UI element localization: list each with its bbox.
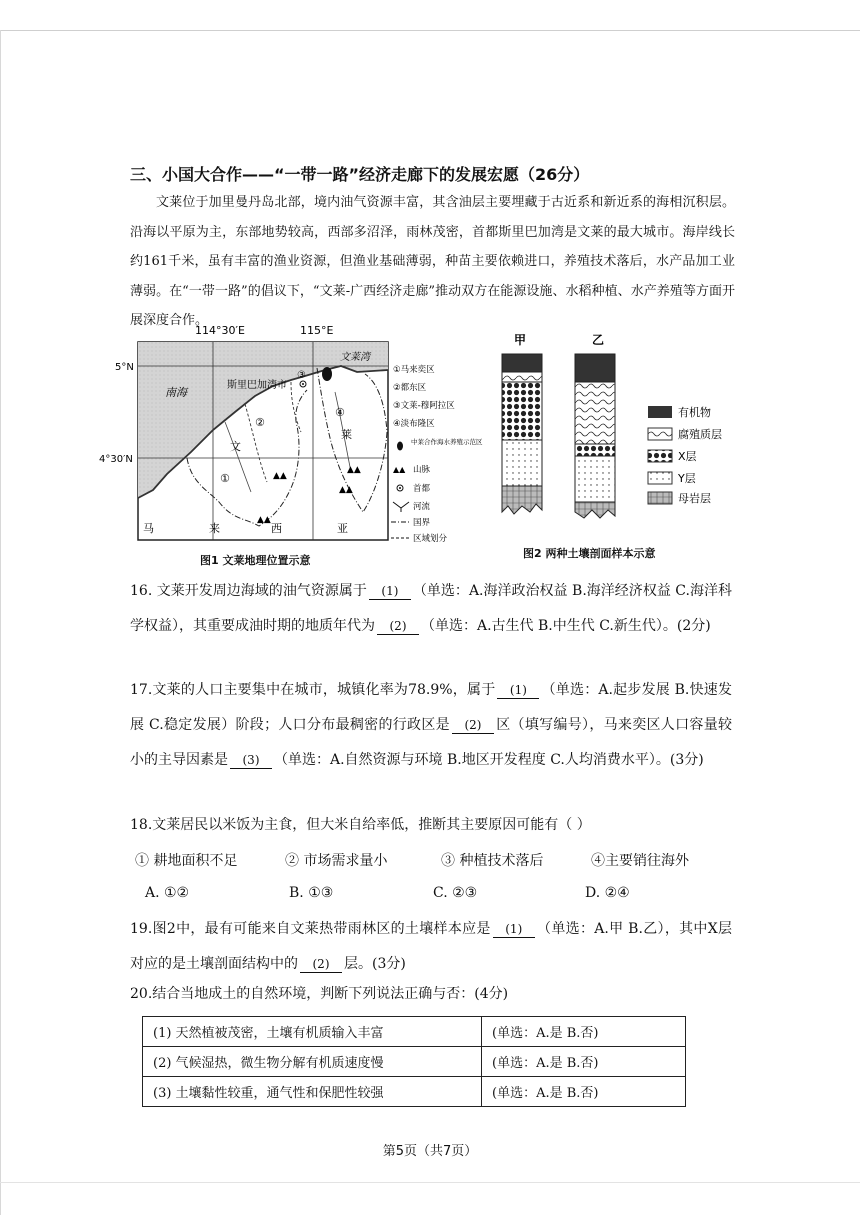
statement-cell: (3) 土壤黏性较重，通气性和保肥性较强 [143, 1077, 482, 1107]
mountain-icon: ▲▲ [273, 471, 287, 481]
yi-organic-layer [575, 354, 615, 382]
legend-district-3: ③文莱-穆阿拉区 [393, 401, 455, 411]
intro-paragraph: 文莱位于加里曼丹岛北部，境内油气资源丰富，其含油层主要埋藏于古近系和新近系的海相沉积层。沿海以平原为主，东部地势较高，西部多沼泽，雨林茂密，首都斯里巴加湾是文莱的最大城市。海岸线长约161千米，虽有丰富的渔业资源，但渔业基础薄弱，种苗主要依赖进口，养殖技术落后，水产品加工业薄弱。在“一带一路”的倡议下，“文莱-广西经济走廊”推动双方在能源设施、水稻种植、水产养殖等方面开展深度合作。 [130, 195, 735, 328]
answer-blank[interactable]: (2) [300, 956, 342, 973]
jia-bedrock-layer [502, 486, 542, 514]
country-char-1: 文 [230, 440, 241, 453]
legend-river-label: 河流 [413, 502, 431, 512]
choice-c[interactable]: C. ②③ [433, 885, 478, 901]
legend-y-label: Y层 [678, 472, 696, 485]
question-18-stem: 18.文莱居民以米饭为主食，但大米自给率低，推断其主要原因可能有（ ） [130, 817, 591, 833]
answer-blank[interactable]: (1) [369, 583, 411, 600]
yi-bedrock-layer [575, 502, 615, 518]
capital-label: 斯里巴加湾市 [227, 380, 287, 391]
soil-profile-diagram [492, 326, 742, 522]
lon-label-2: 115°E [300, 324, 334, 337]
district-mark-2: ② [255, 416, 265, 429]
malaysia-char-4: 亚 [337, 522, 348, 535]
legend-bedrock-label: 母岩层 [678, 492, 711, 505]
jia-y-layer [502, 440, 542, 486]
district-mark-1: ① [220, 472, 230, 485]
answer-blank[interactable]: (1) [493, 921, 535, 938]
profile-label-jia: 甲 [514, 333, 527, 347]
page-bottom-border [0, 1182, 860, 1183]
legend-mountain-icon: ▲▲ [393, 465, 406, 474]
list-item: ② 市场需求量小 [285, 853, 388, 869]
legend-capital-label: 首都 [413, 484, 431, 494]
table-row [143, 1077, 686, 1107]
lat-label-1: 5°N [115, 362, 134, 373]
choice-a[interactable]: A. ①② [145, 885, 190, 901]
malaysia-char-1: 马 [143, 522, 154, 535]
legend-x-swatch [648, 450, 672, 462]
district-mark-4: ④ [335, 406, 345, 419]
page-top-border [0, 30, 860, 31]
legend-district-2: ②都东区 [393, 383, 427, 393]
yi-x-layer [575, 444, 615, 456]
list-item: ③ 种植技术落后 [441, 853, 544, 869]
legend-bedrock-swatch [648, 492, 672, 504]
question-16: 16. 文莱开发周边海域的油气资源属于 (1) （单选：A.海洋政治权益 B.海洋经济权益 C.海洋科学权益），其重要成油时期的地质年代为 (2) （单选：A.古生代 B.中生代 C.新生代）。(2分) [130, 583, 732, 634]
judgement-table [142, 1016, 686, 1107]
section-title: 三、小国大合作——“一带一路”经济走廊下的发展宏愿（26分） [130, 165, 590, 184]
bay-label: 文莱湾 [340, 352, 370, 363]
legend-boundary-label: 区域划分 [413, 534, 448, 542]
table-row [143, 1047, 686, 1077]
legend-aquaculture-label: 中莱合作海水养殖示范区 [411, 438, 483, 446]
answer-blank[interactable]: (1) [497, 682, 539, 699]
legend-district-1: ①马来奕区 [393, 365, 435, 375]
yi-humus-layer [575, 382, 615, 444]
legend-aquaculture-icon [397, 442, 403, 451]
mountain-icon: ▲▲ [257, 515, 271, 525]
legend-x-label: X层 [678, 450, 697, 463]
question-19: 19.图2中，最有可能来自文莱热带雨林区的土壤样本应是 (1) （单选：A.甲 B.乙），其中X层对应的是土壤剖面结构中的 (2) 层。(3分) [130, 921, 733, 972]
figure-2-caption: 图2 两种土壤剖面样本示意 [523, 547, 656, 560]
yi-y-layer [575, 456, 615, 502]
question-20-stem: 20.结合当地成土的自然环境，判断下列说法正确与否：(4分) [130, 986, 509, 1002]
table-row [143, 1017, 686, 1047]
legend-humus-swatch [648, 428, 672, 440]
choice-d[interactable]: D. ②④ [585, 885, 630, 901]
legend-organic-label: 有机物 [678, 406, 711, 419]
jia-x-layer [502, 382, 542, 440]
legend-humus-label: 腐殖质层 [678, 428, 722, 441]
legend-border-label: 国界 [413, 518, 431, 528]
district-mark-3: ③ [297, 370, 306, 381]
mountain-icon: ▲▲ [347, 465, 361, 475]
list-item: ① 耕地面积不足 [135, 853, 238, 869]
list-item: ④主要销往海外 [591, 853, 689, 869]
question-17: 17.文莱的人口主要集中在城市，城镇化率为78.9%，属于 (1) （单选：A.起步发展 B.快速发展 C.稳定发展）阶段；人口分布最稠密的行政区是 (2) 区（填写编号），马来奕区人口容量较小的主导因素是 (3) （单选：A.自然资源与环境 B.地区开发程度 C.人均消费水平）。(3分) [130, 682, 732, 768]
choice-b[interactable]: B. ①③ [289, 885, 334, 901]
malaysia-char-3: 西 [271, 522, 282, 535]
jia-organic-layer [502, 354, 542, 372]
statement-cell: (2) 气候湿热，微生物分解有机质速度慢 [143, 1047, 482, 1077]
legend-river-icon [393, 502, 409, 512]
figure-1-caption: 图1 文莱地理位置示意 [200, 554, 311, 567]
aquaculture-zone-icon [322, 367, 332, 381]
lat-label-2: 4°30′N [99, 454, 133, 465]
option-cell[interactable]: (单选：A.是 B.否) [482, 1077, 686, 1107]
country-char-2: 莱 [341, 428, 352, 441]
legend-district-4: ④淡布隆区 [393, 419, 435, 429]
answer-blank[interactable]: (2) [377, 618, 419, 635]
legend-organic-swatch [648, 406, 672, 418]
statement-cell: (1) 天然植被茂密，土壤有机质输入丰富 [143, 1017, 482, 1047]
option-cell[interactable]: (单选：A.是 B.否) [482, 1047, 686, 1077]
answer-blank[interactable]: (3) [230, 752, 272, 769]
question-18-items [135, 850, 689, 870]
page-number: 第5页（共7页） [382, 1144, 478, 1159]
page-left-border [0, 30, 1, 1215]
legend-y-swatch [648, 472, 672, 484]
option-cell[interactable]: (单选：A.是 B.否) [482, 1017, 686, 1047]
sea-label: 南海 [165, 386, 187, 399]
lon-label-1: 114°30′E [195, 324, 245, 337]
malaysia-char-2: 来 [209, 522, 220, 535]
answer-blank[interactable]: (2) [452, 717, 494, 734]
question-18-choices [145, 885, 630, 901]
mountain-icon: ▲▲ [339, 485, 353, 495]
profile-label-yi: 乙 [592, 333, 605, 347]
jia-humus-layer [502, 372, 542, 382]
legend-mountain-label: 山脉 [413, 465, 431, 475]
brunei-location-map [95, 322, 495, 542]
